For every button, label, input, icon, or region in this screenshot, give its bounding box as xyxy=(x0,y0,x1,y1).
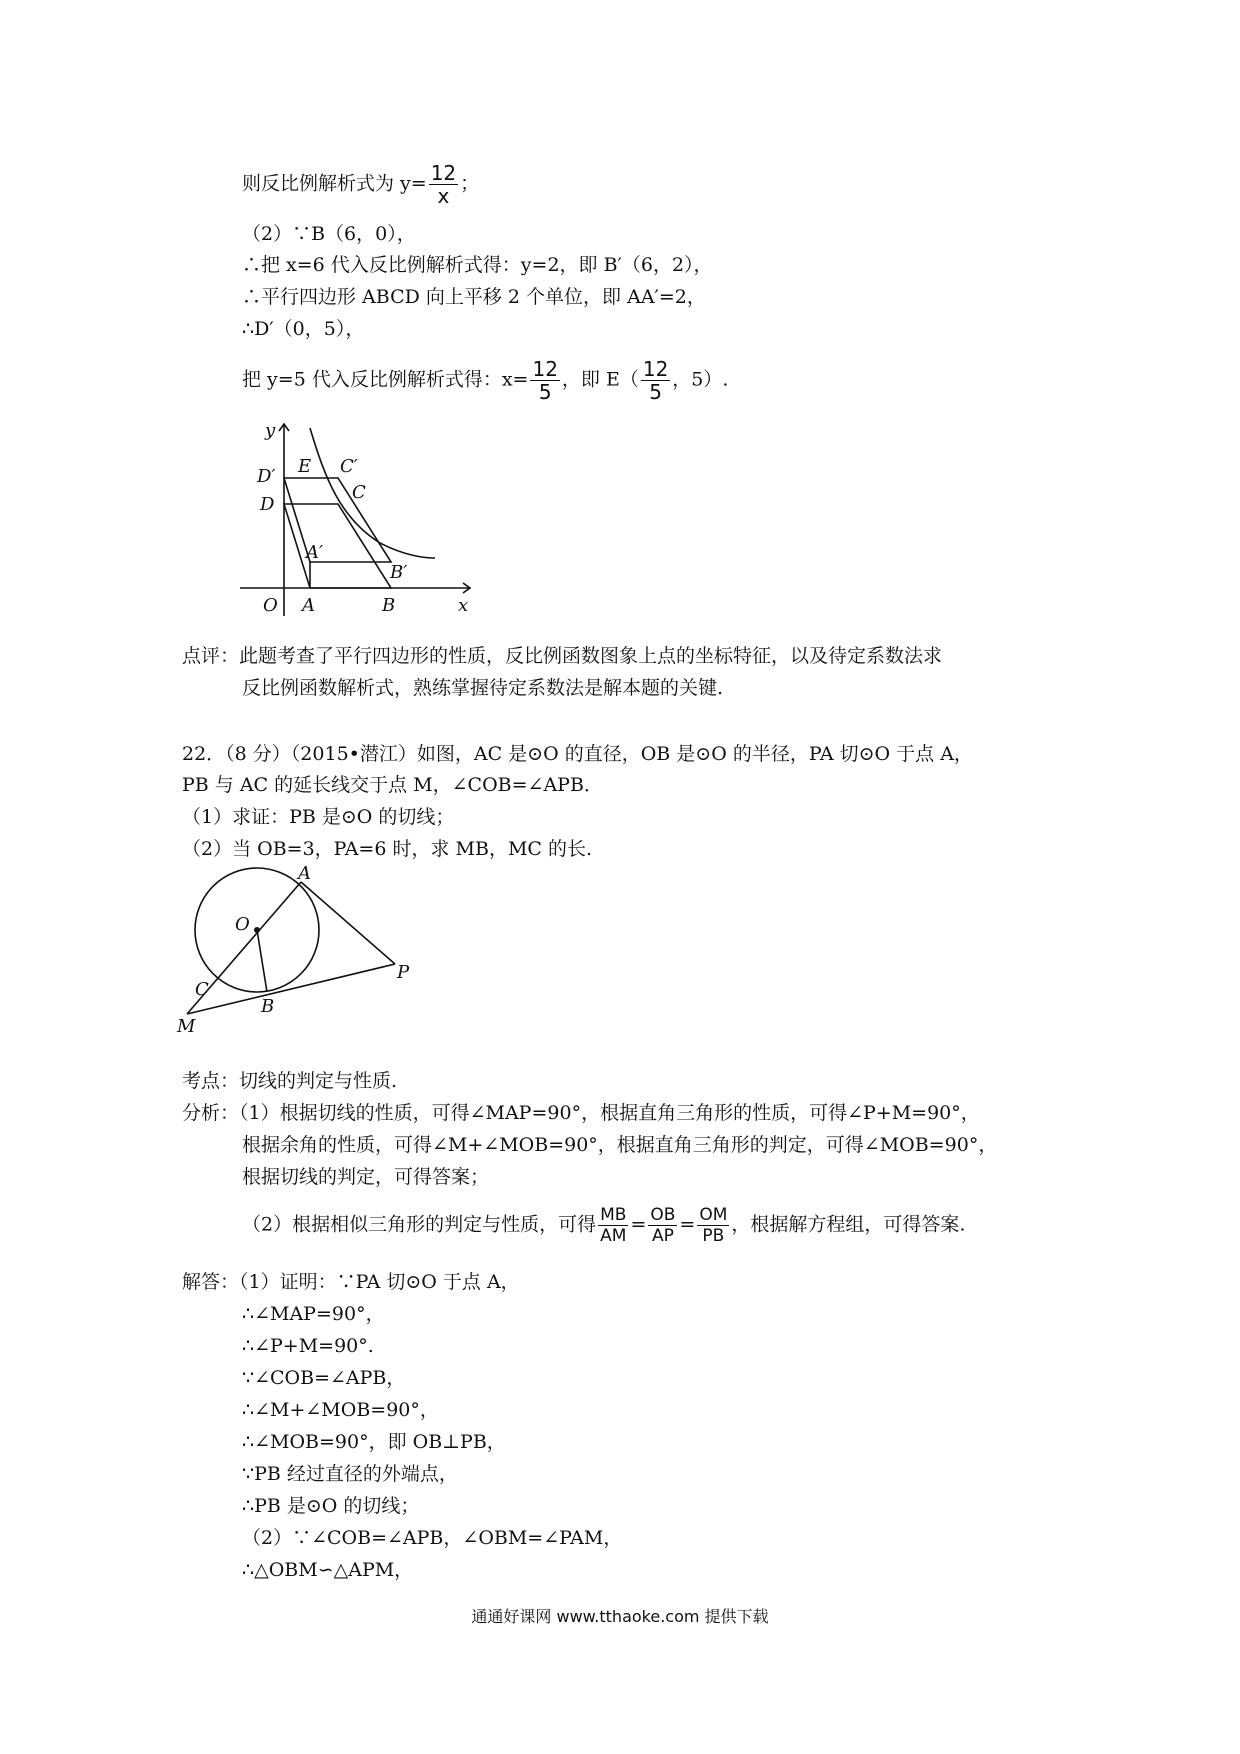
label-a: A xyxy=(298,863,311,884)
text: ，即 E（ xyxy=(561,368,639,391)
solution-line-2: ∴∠MAP=90°， xyxy=(242,1303,385,1325)
label-d: D xyxy=(260,494,275,515)
comment-line-1: 点评：此题考查了平行四边形的性质，反比例函数图象上点的坐标特征，以及待定系数法求 xyxy=(182,645,943,667)
solution-line-7: ∵PB 经过直径的外端点， xyxy=(242,1463,458,1485)
line-substitute-y5 xyxy=(242,358,728,403)
label-c: C xyxy=(352,482,366,503)
line-translate: ∴平行四边形 ABCD 向上平移 2 个单位，即 AA′=2， xyxy=(242,286,706,308)
analysis-line-2: 根据余角的性质，可得∠M+∠MOB=90°，根据直角三角形的判定，可得∠MOB=90°， xyxy=(242,1134,998,1156)
analysis-line-3: 根据切线的判定，可得答案； xyxy=(242,1166,490,1188)
label-c: C xyxy=(195,979,209,1000)
label-p: P xyxy=(397,962,410,983)
fraction-den: AP xyxy=(651,1226,674,1246)
label-c-prime: C′ xyxy=(340,456,358,477)
figure-parallelogram xyxy=(230,418,480,618)
solution-line-5: ∴∠M+∠MOB=90°， xyxy=(242,1399,439,1421)
analysis-line-4 xyxy=(242,1205,965,1246)
solution-line-6: ∴∠MOB=90°，即 OB⊥PB， xyxy=(242,1431,506,1453)
text: （2）根据相似三角形的判定与性质，可得 xyxy=(242,1213,597,1236)
fraction xyxy=(641,358,670,403)
label-o: O xyxy=(235,914,250,935)
equals-sign: = xyxy=(679,1213,696,1236)
line-b-coord: （2）∵B（6，0）， xyxy=(242,223,416,245)
fraction-num: OM xyxy=(699,1205,728,1225)
fraction-num: MB xyxy=(600,1205,627,1225)
solution-line-4: ∵∠COB=∠APB， xyxy=(242,1367,406,1389)
line-mp xyxy=(187,964,395,1014)
equals-sign: = xyxy=(630,1213,647,1236)
center-dot xyxy=(254,927,260,933)
label-o: O xyxy=(263,595,278,616)
text: ； xyxy=(460,172,480,195)
label-b-prime: B′ xyxy=(390,562,408,583)
label-b: B xyxy=(261,996,275,1017)
fraction-den: PB xyxy=(702,1226,725,1246)
fraction-num: 12 xyxy=(430,161,457,185)
text: 把 y=5 代入反比例解析式得：x= xyxy=(242,368,529,391)
problem22-line-3: （1）求证：PB 是⊙O 的切线； xyxy=(182,806,455,828)
label-y: y xyxy=(265,420,276,441)
solution-line-8: ∴PB 是⊙O 的切线； xyxy=(242,1495,420,1517)
label-e: E xyxy=(298,456,312,477)
kaodian-line: 考点：切线的判定与性质. xyxy=(182,1070,398,1092)
label-m: M xyxy=(177,1016,196,1037)
problem22-line-4: （2）当 OB=3，PA=6 时，求 MB，MC 的长. xyxy=(182,838,593,860)
fraction-den: AM xyxy=(600,1226,627,1246)
fraction xyxy=(598,1205,628,1246)
solution-line-10: ∴△OBM∽△APM， xyxy=(242,1559,414,1581)
label-a-prime: A′ xyxy=(306,542,324,563)
fraction-num: 12 xyxy=(642,357,669,381)
line-inverse-formula xyxy=(242,162,479,207)
fraction-num: 12 xyxy=(532,357,558,381)
figure-circle-tangent xyxy=(175,863,435,1048)
fraction-den: x xyxy=(437,184,450,208)
solution-line-1: 解答：（1）证明：∵PA 切⊙O 于点 A， xyxy=(182,1271,520,1293)
parallelogram-abcd xyxy=(284,504,391,588)
label-a: A xyxy=(302,595,315,616)
text: 则反比例解析式为 y= xyxy=(242,172,427,195)
analysis-line-1: 分析：（1）根据切线的性质，可得∠MAP=90°，根据直角三角形的性质，可得∠P+M=90°， xyxy=(182,1102,980,1124)
fraction-den: 5 xyxy=(649,380,662,404)
text: ，5）. xyxy=(672,368,729,391)
solution-line-9: （2）∵∠COB=∠APB，∠OBM=∠PAM， xyxy=(242,1527,623,1549)
label-x: x xyxy=(458,595,469,616)
fraction xyxy=(648,1205,677,1246)
line-substitute-x6: ∴把 x=6 代入反比例解析式得：y=2，即 B′（6，2）， xyxy=(242,254,713,276)
fraction xyxy=(530,358,559,403)
solution-line-3: ∴∠P+M=90°. xyxy=(242,1335,374,1357)
fraction-num: OB xyxy=(650,1205,676,1225)
comment-line-2: 反比例函数解析式，熟练掌握待定系数法是解本题的关键. xyxy=(242,677,724,699)
fraction xyxy=(697,1205,729,1246)
page-footer: 通通好课网 www.tthaoke.com 提供下载 xyxy=(471,1607,769,1626)
text: ，根据解方程组，可得答案. xyxy=(731,1213,966,1236)
problem22-line-2: PB 与 AC 的延长线交于点 M，∠COB=∠APB． xyxy=(182,774,603,796)
line-d-prime: ∴D′（0，5）， xyxy=(242,318,365,340)
fraction-den: 5 xyxy=(538,380,552,404)
segment-ob xyxy=(257,930,267,992)
hyperbola-curve xyxy=(310,428,435,558)
problem22-line-1: 22．（8 分）（2015•潜江）如图，AC 是⊙O 的直径，OB 是⊙O 的半径，PA 切⊙O 于点 A， xyxy=(182,743,973,765)
label-b: B xyxy=(382,595,396,616)
parallelogram-translated xyxy=(284,478,391,562)
label-d-prime: D′ xyxy=(257,466,276,487)
fraction xyxy=(429,162,458,207)
